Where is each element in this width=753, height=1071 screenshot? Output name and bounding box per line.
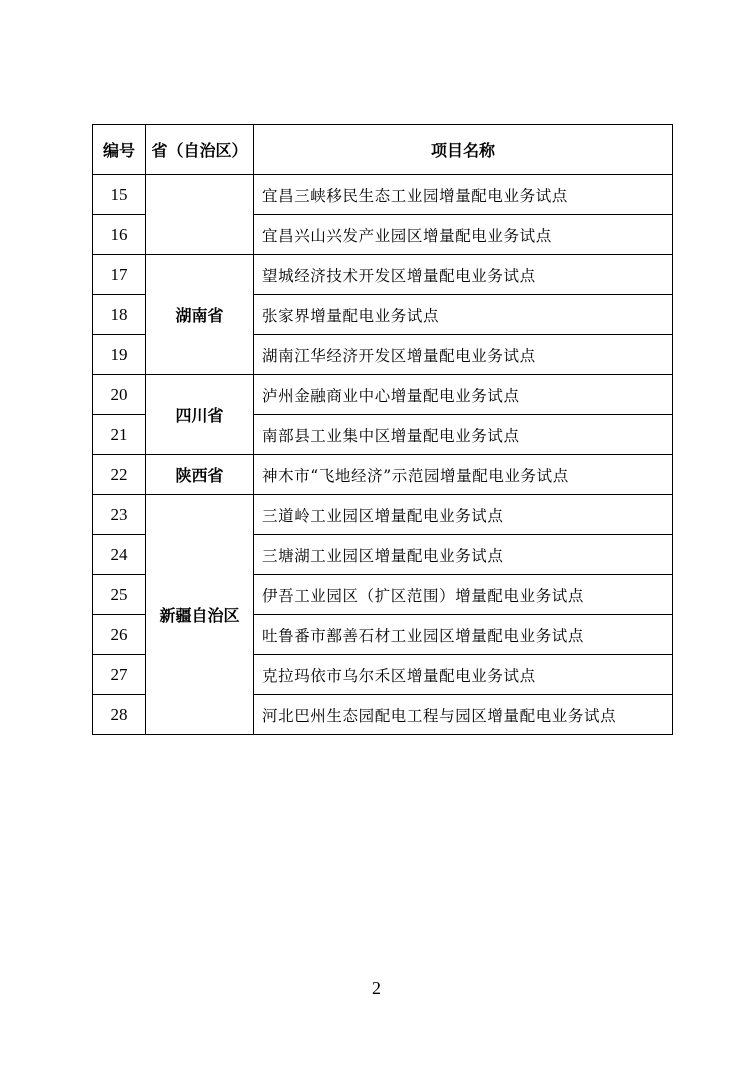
table-row xyxy=(93,175,673,215)
row-project-name: 克拉玛依市乌尔禾区增量配电业务试点 xyxy=(254,655,673,695)
row-number: 24 xyxy=(93,535,146,575)
table-row xyxy=(93,455,673,495)
row-project-name: 三塘湖工业园区增量配电业务试点 xyxy=(254,535,673,575)
header-province: 省（自治区） xyxy=(146,125,254,175)
row-number: 20 xyxy=(93,375,146,415)
row-province: 四川省 xyxy=(146,375,254,455)
row-province xyxy=(146,175,254,255)
table-header-row xyxy=(93,125,673,175)
row-province: 陕西省 xyxy=(146,455,254,495)
row-number: 19 xyxy=(93,335,146,375)
row-number: 21 xyxy=(93,415,146,455)
header-number: 编号 xyxy=(93,125,146,175)
row-number: 22 xyxy=(93,455,146,495)
row-number: 25 xyxy=(93,575,146,615)
table-row xyxy=(93,255,673,295)
row-project-name: 湖南江华经济开发区增量配电业务试点 xyxy=(254,335,673,375)
row-project-name: 望城经济技术开发区增量配电业务试点 xyxy=(254,255,673,295)
row-number: 23 xyxy=(93,495,146,535)
row-number: 17 xyxy=(93,255,146,295)
row-project-name: 河北巴州生态园配电工程与园区增量配电业务试点 xyxy=(254,695,673,735)
row-project-name: 吐鲁番市鄯善石材工业园区增量配电业务试点 xyxy=(254,615,673,655)
table-row xyxy=(93,375,673,415)
row-number: 18 xyxy=(93,295,146,335)
row-number: 26 xyxy=(93,615,146,655)
row-province: 湖南省 xyxy=(146,255,254,375)
row-number: 28 xyxy=(93,695,146,735)
table-row xyxy=(93,495,673,535)
row-project-name: 南部县工业集中区增量配电业务试点 xyxy=(254,415,673,455)
row-number: 15 xyxy=(93,175,146,215)
row-number: 27 xyxy=(93,655,146,695)
pilot-project-table-container xyxy=(92,124,672,735)
row-project-name: 宜昌兴山兴发产业园区增量配电业务试点 xyxy=(254,215,673,255)
row-project-name: 伊吾工业园区（扩区范围）增量配电业务试点 xyxy=(254,575,673,615)
header-project: 项目名称 xyxy=(254,125,673,175)
row-project-name: 三道岭工业园区增量配电业务试点 xyxy=(254,495,673,535)
row-project-name: 张家界增量配电业务试点 xyxy=(254,295,673,335)
row-project-name: 泸州金融商业中心增量配电业务试点 xyxy=(254,375,673,415)
page-number: 2 xyxy=(372,978,381,998)
pilot-project-table xyxy=(92,124,673,735)
row-project-name: 宜昌三峡移民生态工业园增量配电业务试点 xyxy=(254,175,673,215)
row-project-name: 神木市“飞地经济”示范园增量配电业务试点 xyxy=(254,455,673,495)
row-province: 新疆自治区 xyxy=(146,495,254,735)
row-number: 16 xyxy=(93,215,146,255)
